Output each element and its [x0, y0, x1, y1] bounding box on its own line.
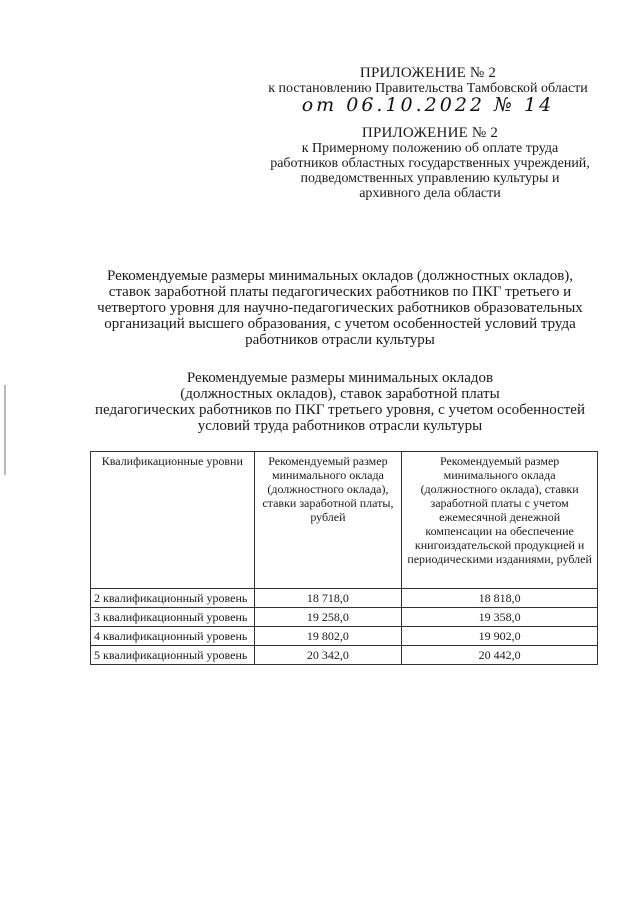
salary-with-compensation: 20 442,0 — [402, 646, 598, 665]
salary-with-compensation: 18 818,0 — [402, 589, 598, 608]
title-line: педагогических работников по ПКГ третьего уровня, с учетом особенностей — [95, 402, 585, 418]
base-salary: 19 802,0 — [254, 627, 402, 646]
salary-with-compensation: 19 902,0 — [402, 627, 598, 646]
appendix-title: ПРИЛОЖЕНИЕ № 2 — [359, 65, 497, 81]
qualification-level: 4 квалификационный уровень — [91, 627, 255, 646]
salary-table — [90, 451, 598, 665]
appendix-header-resolution — [250, 65, 606, 116]
appendix-title: ПРИЛОЖЕНИЕ № 2 — [361, 125, 499, 141]
title-line: Рекомендуемые размеры минимальных окладов (должностных окладов), — [106, 268, 574, 284]
appendix-header-regulation — [252, 126, 608, 201]
regulation-line: подведомственных управлению культуры и — [300, 171, 560, 186]
table-header-row — [91, 452, 598, 589]
qualification-level: 5 квалификационный уровень — [91, 646, 255, 665]
header-base-salary: Рекомендуемый размер минимального оклада (должностного оклада), ставки заработной платы, рублей — [254, 452, 402, 589]
title-line: ставок заработной платы педагогических работников по ПКГ третьего и — [108, 284, 572, 300]
table-row — [91, 589, 598, 608]
title-line: работников отрасли культуры — [245, 332, 435, 348]
title-line: четвертого уровня для научно-педагогических работников образовательных — [97, 300, 583, 316]
regulation-line: работников областных государственных учреждений, — [270, 156, 590, 171]
title-line: условий труда работников отрасли культуры — [197, 418, 483, 434]
regulation-line: архивного дела области — [359, 186, 501, 201]
title-line: Рекомендуемые размеры минимальных окладов — [186, 370, 494, 386]
resolution-reference: к постановлению Правительства Тамбовской области — [268, 81, 588, 96]
scan-artifact — [4, 385, 6, 475]
base-salary: 19 258,0 — [254, 608, 402, 627]
title-line: организаций высшего образования, с учетом особенностей условий труда — [104, 316, 576, 332]
base-salary: 20 342,0 — [254, 646, 402, 665]
table-title — [80, 370, 600, 434]
document-title — [80, 268, 600, 348]
title-line: (должностных окладов), ставок заработной платы — [180, 386, 500, 402]
header-salary-with-compensation: Рекомендуемый размер минимального оклада (должностного оклада), ставки заработной платы с учетом ежемесячной денежной компенсации на обеспечение книгоиздательской продукцией и периодическими изданиями, рублей — [402, 452, 598, 589]
qualification-level: 3 квалификационный уровень — [91, 608, 255, 627]
header-qualification-levels: Квалификационные уровни — [91, 452, 255, 589]
qualification-level: 2 квалификационный уровень — [91, 589, 255, 608]
table-row — [91, 646, 598, 665]
base-salary: 18 718,0 — [254, 589, 402, 608]
handwritten-date-number: от 06.10.2022 № 14 — [301, 94, 555, 116]
regulation-line: к Примерному положению об оплате труда — [301, 141, 559, 156]
table-row — [91, 608, 598, 627]
table-row — [91, 627, 598, 646]
salary-with-compensation: 19 358,0 — [402, 608, 598, 627]
